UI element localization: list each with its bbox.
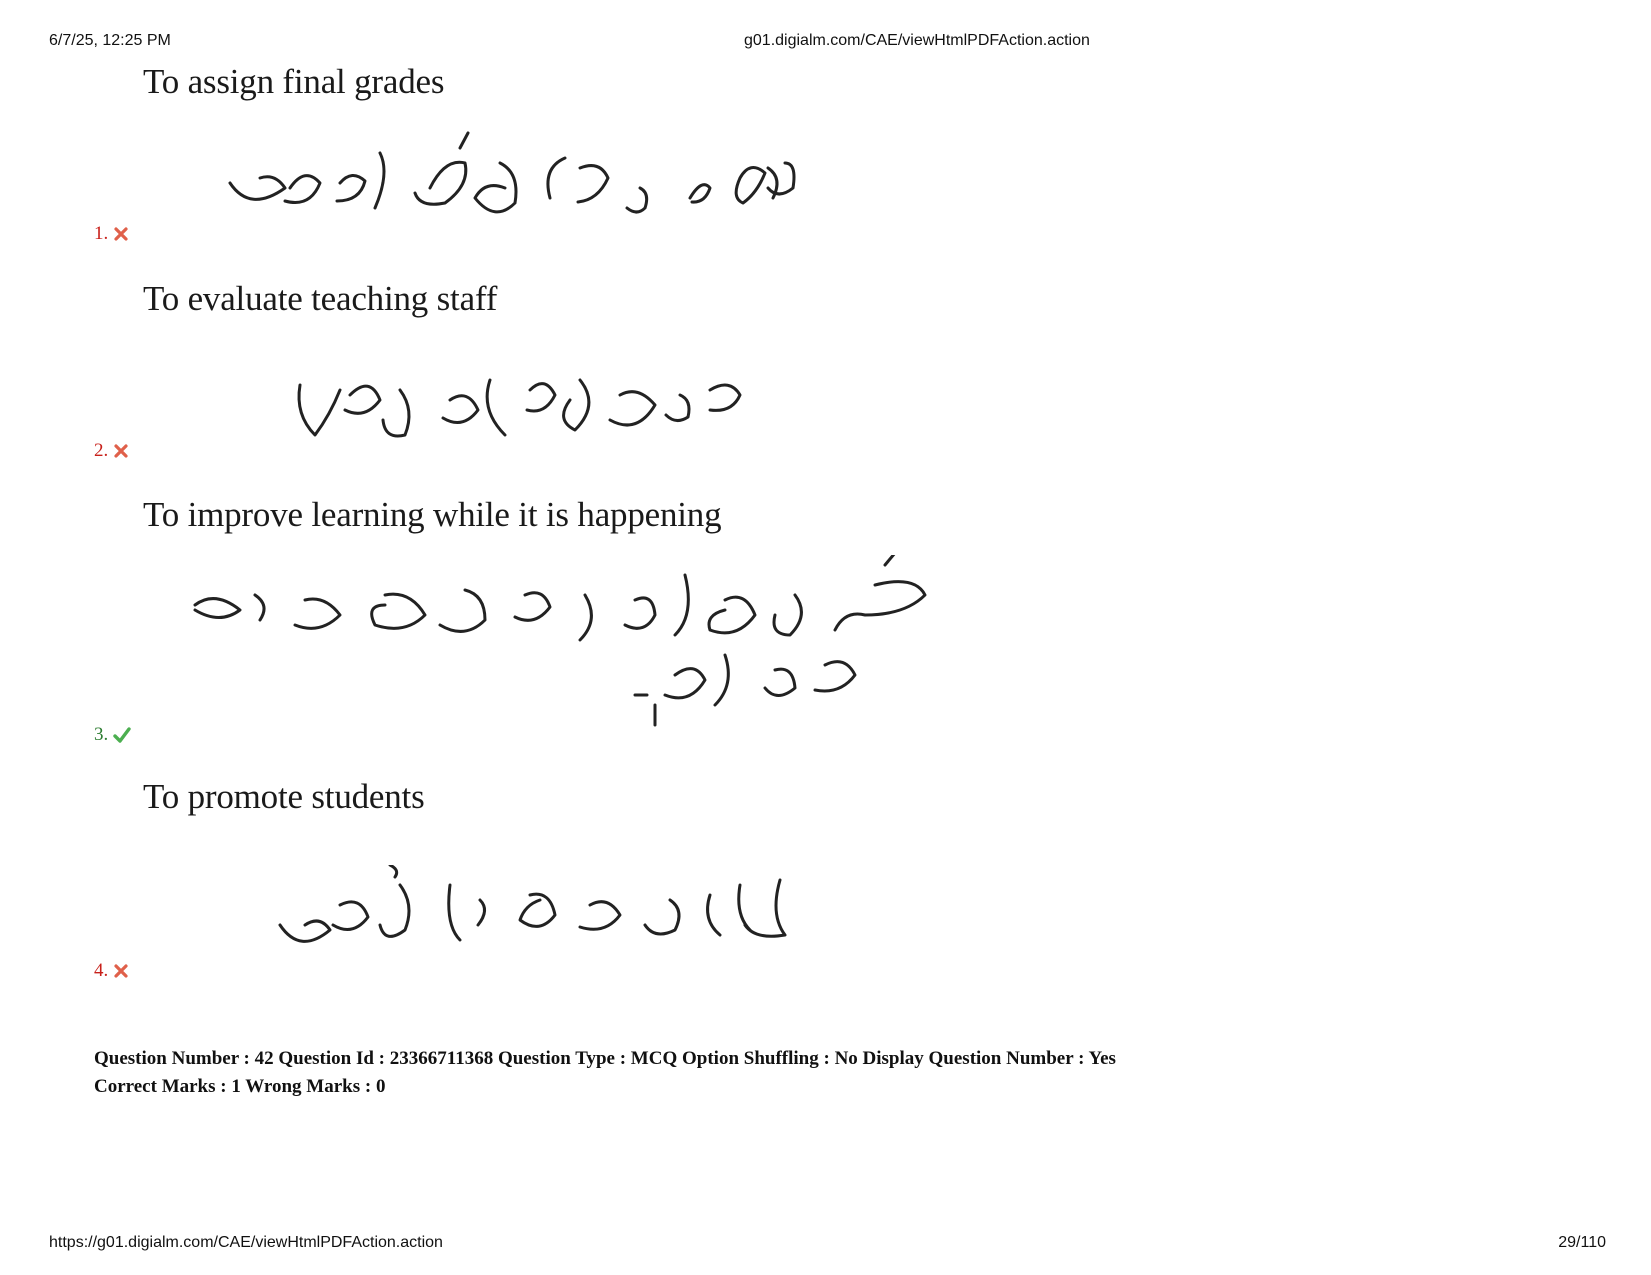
cross-icon bbox=[113, 443, 129, 459]
print-header-url: g01.digialm.com/CAE/viewHtmlPDFAction.action bbox=[744, 32, 1090, 49]
print-footer-url: https://g01.digialm.com/CAE/viewHtmlPDFAction.action bbox=[49, 1234, 443, 1251]
cross-icon bbox=[113, 226, 129, 242]
option-3-number bbox=[94, 724, 129, 746]
option-1-urdu-handwriting bbox=[220, 128, 840, 238]
option-1-number-label: 1. bbox=[94, 223, 109, 244]
option-2-number-label: 2. bbox=[94, 440, 109, 461]
option-4-number-label: 4. bbox=[94, 960, 109, 981]
option-2-number bbox=[94, 440, 129, 462]
option-2-urdu-handwriting bbox=[290, 355, 770, 455]
option-3-number-label: 3. bbox=[94, 724, 109, 745]
option-4-urdu-handwriting bbox=[270, 865, 800, 975]
option-4-number bbox=[94, 960, 129, 982]
option-2-english: To evaluate teaching staff bbox=[143, 279, 498, 318]
question-meta-line-1: Question Number : 42 Question Id : 23366711368 Question Type : MCQ Option Shuffling : No Display Question Number : Yes bbox=[94, 1048, 1116, 1069]
check-icon bbox=[113, 727, 129, 743]
cross-icon bbox=[113, 963, 129, 979]
option-4-english: To promote students bbox=[143, 777, 425, 816]
question-meta-line-2: Correct Marks : 1 Wrong Marks : 0 bbox=[94, 1076, 386, 1097]
print-datetime: 6/7/25, 12:25 PM bbox=[49, 32, 171, 49]
option-1-english: To assign final grades bbox=[143, 62, 445, 101]
option-3-urdu-handwriting bbox=[185, 555, 945, 740]
option-1-number bbox=[94, 223, 129, 245]
page-number: 29/110 bbox=[1558, 1234, 1606, 1251]
option-3-english: To improve learning while it is happening bbox=[143, 495, 722, 534]
